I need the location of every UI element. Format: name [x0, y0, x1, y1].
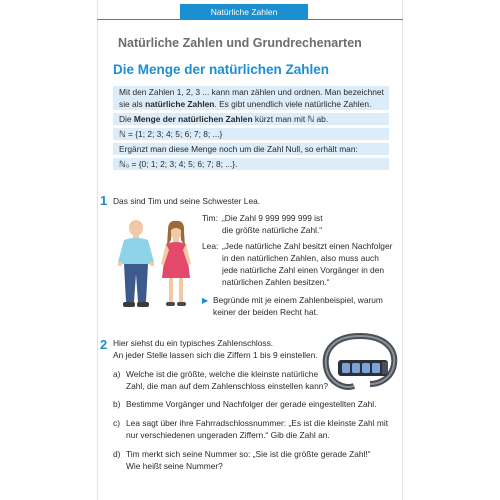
definition-line-1: Mit den Zahlen 1, 2, 3 ... kann man zählen und ordnen. Man bezeichnet [113, 86, 389, 98]
tim-figure [118, 220, 154, 307]
tim-label: Tim: [202, 213, 218, 223]
set-n0: ℕ₀ = {0; 1; 2; 3; 4; 5; 6; 7; 8; ...}. [113, 158, 389, 170]
task-arrow-icon: ▶ [202, 296, 209, 305]
definition-term: Menge der natürlichen Zahlen [133, 114, 253, 124]
definition-line-3 [113, 113, 389, 125]
definition-text: . Es gibt unendlich viele natürliche Zahlen. [214, 99, 372, 109]
tim-and-lea-illustration [112, 218, 200, 310]
lea-quote-line-1: „Jede natürliche Zahl besitzt einen Nachfolger [222, 241, 393, 251]
tim-quote-line-2: die größte natürliche Zahl.“ [222, 225, 323, 235]
item-letter-b: b) [113, 399, 121, 409]
page-subtitle: Die Menge der natürlichen Zahlen [113, 62, 330, 77]
lea-figure [161, 221, 191, 306]
header-rule [97, 19, 403, 20]
set-n: ℕ = {1; 2; 3; 4; 5; 6; 7; 8; ...} [113, 128, 389, 140]
item-c-line-1: Lea sagt über ihre Fahrradschlossnummer: „Es ist die kleinste Zahl mit [126, 418, 389, 428]
lea-quote-line-4: natürlichen Zahlen besitzen.“ [222, 277, 330, 287]
definition-text: sie als [119, 99, 146, 109]
tim-quote-line-1: „Die Zahl 9 999 999 999 ist [222, 213, 323, 223]
definition-term: natürliche Zahlen [145, 99, 215, 109]
lea-quote-line-2: in den natürlichen Zahlen, also muss auch [222, 253, 379, 263]
task1-intro: Das sind Tim und seine Schwester Lea. [113, 196, 261, 206]
definition-line-5: Ergänzt man diese Menge noch um die Zahl Null, so erhält man: [113, 143, 389, 155]
item-b-line-1: Bestimme Vorgänger und Nachfolger der gerade eingestellten Zahl. [126, 399, 377, 409]
chapter-tab: Natürliche Zahlen [180, 4, 308, 19]
item-a-line-2: Zahl, die man auf dem Zahlenschloss einstellen kann? [126, 381, 329, 391]
task1-question-line-2: keiner der beiden Recht hat. [213, 307, 319, 317]
combination-lock-illustration [320, 330, 400, 400]
item-d-line-2: Wie heißt seine Nummer? [126, 461, 223, 471]
section-title: Natürliche Zahlen und Grundrechenarten [118, 36, 362, 50]
task2-intro-line-2: An jeder Stelle lassen sich die Ziffern 1 bis 9 einstellen. [113, 350, 318, 360]
item-letter-d: d) [113, 449, 121, 459]
item-d-line-1: Tim merkt sich seine Nummer so: „Sie ist die größte gerade Zahl!“ [126, 449, 371, 459]
page-border-right [402, 0, 403, 500]
page-border-left [97, 0, 98, 500]
lea-label: Lea: [202, 241, 219, 251]
definition-line-2 [113, 98, 389, 110]
task1-question-line-1: Begründe mit je einem Zahlenbeispiel, warum [213, 295, 383, 305]
definition-box [113, 86, 389, 170]
task2-intro-line-1: Hier siehst du ein typisches Zahlenschloss. [113, 338, 274, 348]
item-letter-a: a) [113, 369, 121, 379]
item-letter-c: c) [113, 418, 120, 428]
task-number-2: 2 [100, 337, 108, 352]
definition-text: Die [119, 114, 134, 124]
lea-quote-line-3: jede natürliche Zahl einen Vorgänger in den [222, 265, 385, 275]
item-c-line-2: nur verschiedenen ungeraden Ziffern.“ Gib die Zahl an. [126, 430, 330, 440]
item-a-line-1: Welche ist die größte, welche die kleinste natürliche [126, 369, 319, 379]
task-number-1: 1 [100, 193, 108, 208]
definition-text: kürzt man mit ℕ ab. [252, 114, 329, 124]
